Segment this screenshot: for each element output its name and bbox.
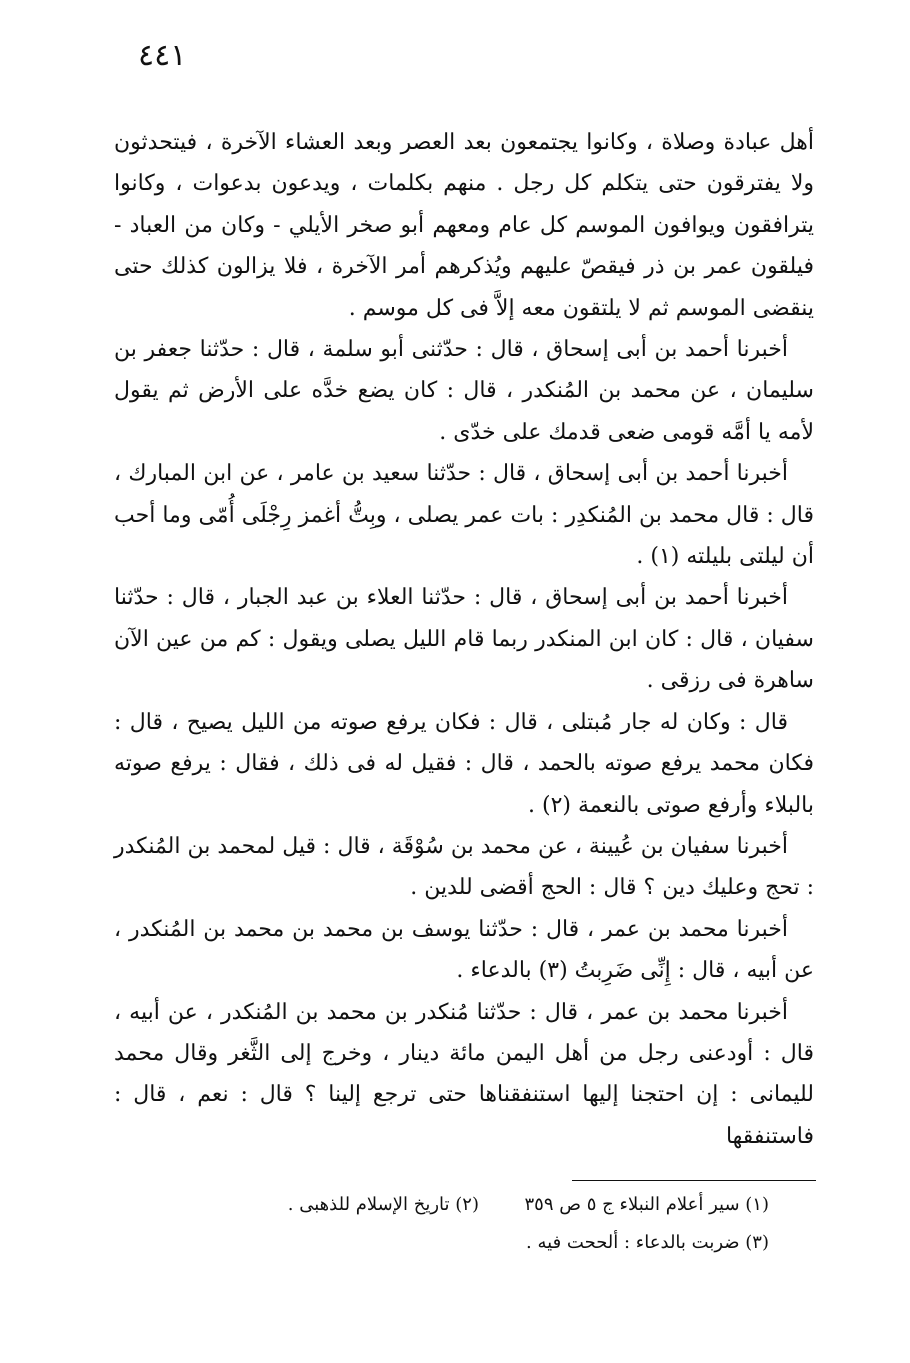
footnote-row (114, 1186, 769, 1224)
paragraph: أخبرنا أحمد بن أبى إسحاق ، قال : حدّثنى أبو سلمة ، قال : حدّثنا جعفر بن سليمان ، عن محمد بن المُنكدر ، قال : كان يضع خدَّه على الأرض ثم يقول لأمه يا أمَّه قومى ضعى قدمك على خدّى . (114, 337, 814, 445)
paragraph: أخبرنا أحمد بن أبى إسحاق ، قال : حدّثنا سعيد بن عامر ، عن ابن المبارك ، قال : قال محمد بن المُنكدِر : بات عمر يصلى ، وبِتُّ أغمز رِجْلَى أُمّى وما أحب أن ليلتى بليلته (١) . (114, 461, 814, 570)
footnote-3: (٣) ضربت بالدعاء : ألححت فيه . (526, 1232, 769, 1253)
paragraph: قال : وكان له جار مُبتلى ، قال : فكان يرفع صوته من الليل يصيح ، قال : فكان محمد يرفع صوته بالحمد ، قال : فقيل له فى ذلك ، فقال : يرفع صوته بالبلاء وأرفع صوتى بالنعمة (٢) . (114, 709, 814, 818)
page-number: ٤٤١ (138, 38, 187, 73)
paragraph: أخبرنا محمد بن عمر ، قال : حدّثنا يوسف بن محمد بن محمد بن المُنكدر ، عن أبيه ، قال : إِنِّى ضَرِبتُ (٣) بالدعاء . (114, 916, 814, 984)
paragraph: أهل عبادة وصلاة ، وكانوا يجتمعون بعد العصر وبعد العشاء الآخرة ، فيتحدثون ولا يفترقون حتى يتكلم كل رجل . منهم بكلمات ، ويدعون بدعوات ، وكانوا يترافقون ويوافون الموسم كل عام ومعهم أبو صخر الأيلي - وكان من العباد - فيلقون عمر بن ذر فيقصّ عليهم ويُذكرهم أمر الآخرة ، فلا يزالون كذلك حتى ينقضى الموسم ثم لا يلتقون معه إلاَّ فى كل موسم . (114, 130, 814, 321)
footnote-row (114, 1224, 769, 1262)
footnote-divider (572, 1180, 816, 1181)
main-text (114, 122, 814, 1157)
paragraph: أخبرنا سفيان بن عُيينة ، عن محمد بن سُوْقَة ، قال : قيل لمحمد بن المُنكدر : تحج وعليك دين ؟ قال : الحج أقضى للدين . (114, 833, 814, 901)
paragraph: أخبرنا أحمد بن أبى إسحاق ، قال : حدّثنا العلاء بن عبد الجبار ، قال : حدّثنا سفيان ، قال : كان ابن المنكدر ربما قام الليل يصلى ويقول : كم من عين الآن ساهرة فى رزقى . (114, 585, 814, 694)
footnote-1: (١) سير أعلام النبلاء ج ٥ ص ٣٥٩ (524, 1194, 769, 1215)
footnote-2: (٢) تاريخ الإسلام للذهبى . (287, 1194, 479, 1215)
footnotes (114, 1186, 769, 1262)
paragraph: أخبرنا محمد بن عمر ، قال : حدّثنا مُنكدر بن محمد بن المُنكدر ، عن أبيه ، قال : أودعنى رجل من أهل اليمن مائة دينار ، وخرج إلى الثَّغر وقال محمد لليمانى : إن احتجنا إليها استنفقناها حتى ترجع إلينا ؟ قال : نعم ، قال : فاستنفقها (114, 999, 814, 1149)
